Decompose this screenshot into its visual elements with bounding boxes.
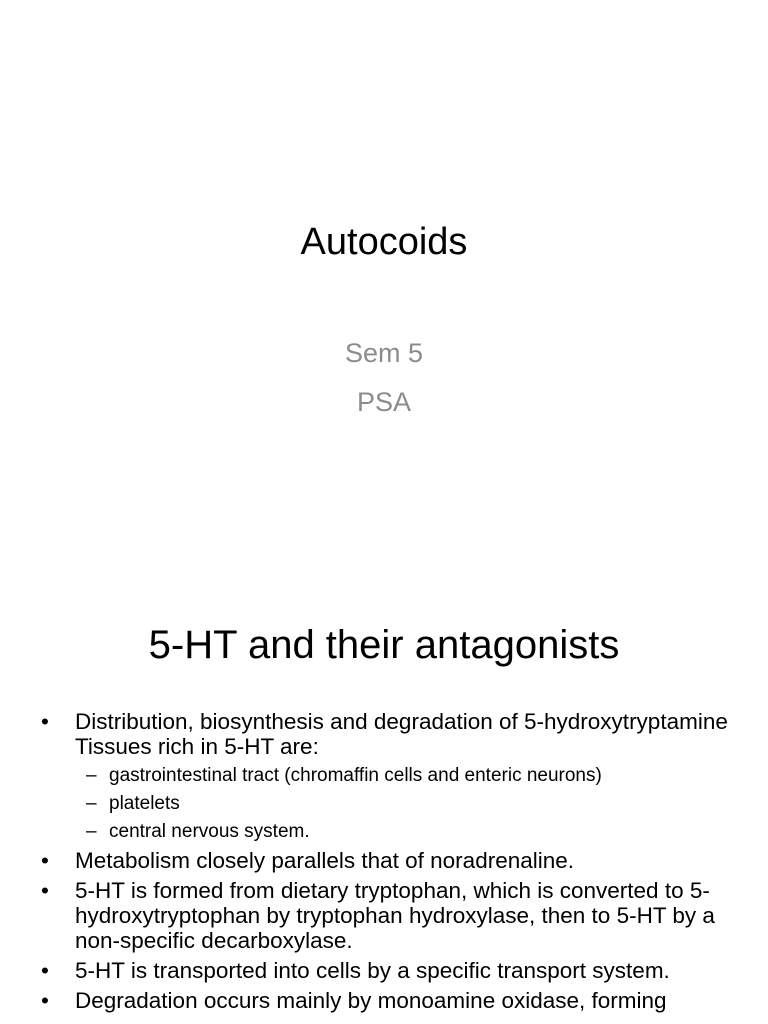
dash-icon: –	[86, 765, 97, 786]
bullet-text: 5-HT is formed from dietary tryptophan, which is converted to 5-hydroxytryptophan by tryptophan hydroxylase, then to 5-HT by a non-specific decarboxylase.	[75, 878, 715, 953]
bullet-dot-icon: •	[41, 848, 49, 873]
content-slide	[0, 576, 768, 1024]
bullet-text: 5-HT is transported into cells by a specific transport system.	[75, 958, 670, 983]
dash-icon: –	[86, 793, 97, 814]
bullet-text: Metabolism closely parallels that of noradrenaline.	[75, 848, 575, 873]
subtitle-line: PSA	[356, 387, 412, 417]
slide-title: Autocoids	[300, 221, 468, 263]
sub-bullet-list	[0, 764, 768, 844]
bullet-dot-icon: •	[41, 988, 49, 1013]
bullet-dot-icon: •	[41, 709, 49, 734]
sub-bullet-item	[0, 764, 768, 788]
sub-bullet-text: platelets	[109, 793, 180, 814]
bullet-dot-icon: •	[41, 878, 49, 903]
sub-bullet-item	[0, 792, 768, 816]
dash-icon: –	[86, 821, 97, 842]
bullet-item	[0, 848, 768, 873]
bullet-item	[0, 709, 768, 759]
bullet-text: Degradation occurs mainly by monoamine oxidase, forming	[75, 988, 667, 1013]
subtitle-line: Sem 5	[344, 338, 424, 368]
bullet-text: Distribution, biosynthesis and degradation of 5-hydroxytryptamine Tissues rich in 5-HT are:	[75, 709, 728, 759]
bullet-list	[0, 709, 768, 1018]
bullet-item	[0, 878, 768, 953]
bullet-dot-icon: •	[41, 958, 49, 983]
bullet-item	[0, 988, 768, 1013]
bullet-item	[0, 958, 768, 983]
sub-bullet-text: central nervous system.	[109, 821, 310, 842]
slide-title: 5-HT and their antagonists	[148, 623, 620, 667]
sub-bullet-item	[0, 820, 768, 844]
sub-bullet-text: gastrointestinal tract (chromaffin cells and enteric neurons)	[109, 765, 602, 786]
